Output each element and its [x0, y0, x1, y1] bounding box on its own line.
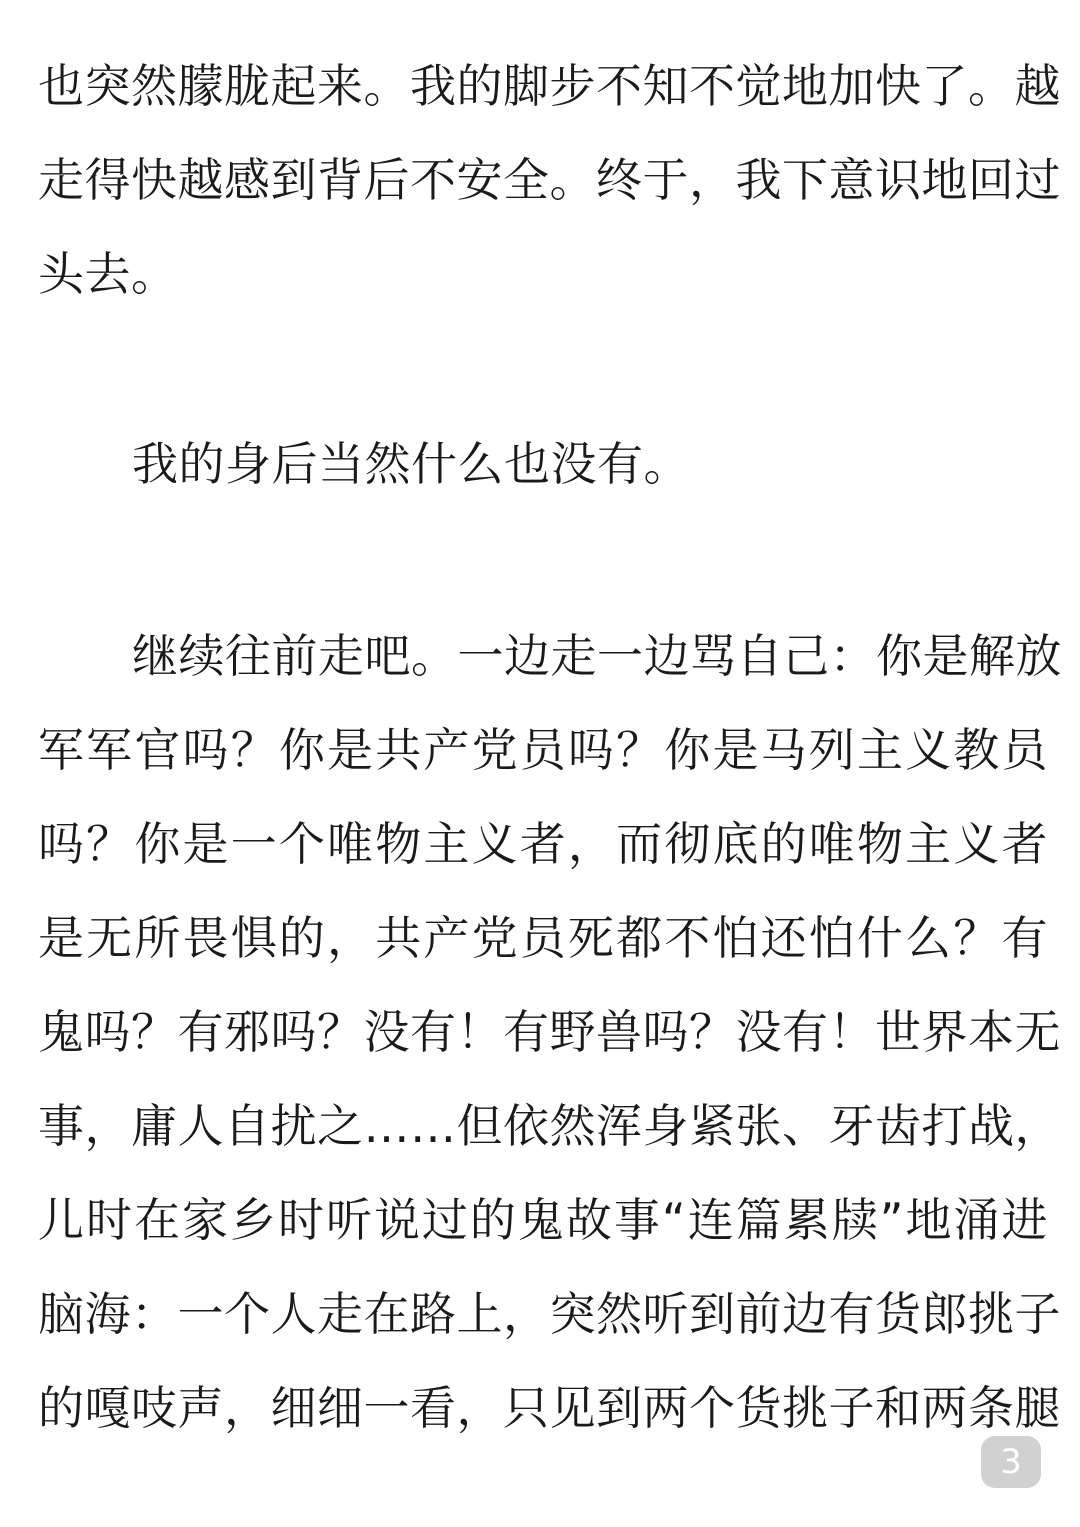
text-line: 头去。 [38, 247, 178, 301]
text-line: 走得快越感到背后不安全。终于，我下意识地回过 [38, 153, 1061, 207]
text-line: 脑海：一个人走在路上，突然听到前边有货郎挑子 [38, 1287, 1061, 1341]
text-line: 的嘎吱声，细细一看，只见到两个货挑子和两条腿 [38, 1381, 1061, 1435]
text-line: 军军官吗？你是共产党员吗？你是马列主义教员 [38, 723, 1048, 777]
text-line: 也突然朦胧起来。我的脚步不知不觉地加快了。越 [38, 59, 1061, 113]
page-number-badge[interactable]: 3 [981, 1436, 1041, 1488]
text-line: 继续往前走吧。一边走一边骂自己：你是解放 [132, 629, 1062, 683]
text-line: 是无所畏惧的，共产党员死都不怕还怕什么？有 [38, 911, 1048, 965]
text-line: 吗？你是一个唯物主义者，而彻底的唯物主义者 [38, 817, 1048, 871]
text-line: 儿时在家乡时听说过的鬼故事“连篇累牍”地涌进 [38, 1193, 1048, 1247]
text-line: 鬼吗？有邪吗？没有！有野兽吗？没有！世界本无 [38, 1005, 1061, 1059]
text-line: 我的身后当然什么也没有。 [132, 437, 690, 491]
text-line: 事，庸人自扰之……但依然浑身紧张、牙齿打战， [38, 1099, 1061, 1153]
